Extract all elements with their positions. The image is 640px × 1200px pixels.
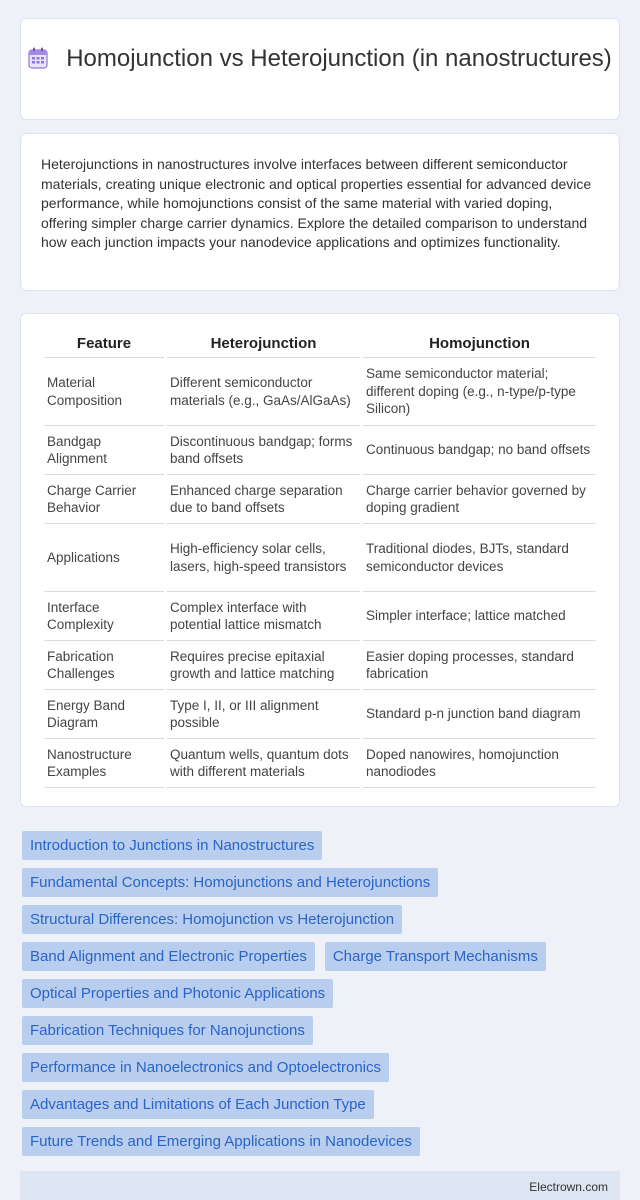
feature-cell: Bandgap Alignment xyxy=(44,426,164,475)
feature-cell: Nanostructure Examples xyxy=(44,739,164,788)
comparison-table-card xyxy=(20,313,620,807)
heterojunction-cell: Discontinuous bandgap; forms band offsets xyxy=(167,426,360,475)
homojunction-cell: Doped nanowires, homojunction nanodiodes xyxy=(363,739,596,788)
homojunction-cell: Continuous bandgap; no band offsets xyxy=(363,426,596,475)
title-card xyxy=(20,18,620,120)
homojunction-cell: Charge carrier behavior governed by doping gradient xyxy=(363,475,596,524)
heterojunction-cell: Requires precise epitaxial growth and lattice matching xyxy=(167,641,360,690)
table-row xyxy=(44,475,596,524)
topic-tag-link[interactable]: Structural Differences: Homojunction vs Heterojunction xyxy=(22,905,402,934)
tag-row xyxy=(22,905,622,942)
topic-tag-link[interactable]: Charge Transport Mechanisms xyxy=(325,942,546,971)
table-row xyxy=(44,426,596,475)
tag-row xyxy=(22,831,622,868)
feature-cell: Interface Complexity xyxy=(44,592,164,641)
topic-tag-link[interactable]: Band Alignment and Electronic Properties xyxy=(22,942,315,971)
tag-row xyxy=(22,1016,622,1053)
homojunction-cell: Standard p-n junction band diagram xyxy=(363,690,596,739)
tag-row xyxy=(22,942,622,979)
calendar-icon xyxy=(28,47,48,69)
homojunction-cell: Simpler interface; lattice matched xyxy=(363,592,596,641)
header-heterojunction: Heterojunction xyxy=(167,330,360,358)
page-title-text: Homojunction vs Heterojunction (in nanostructures) xyxy=(66,45,612,72)
topic-tag-link[interactable]: Optical Properties and Photonic Applications xyxy=(22,979,333,1008)
header-homojunction: Homojunction xyxy=(363,330,596,358)
table-row xyxy=(44,739,596,788)
heterojunction-cell: Type I, II, or III alignment possible xyxy=(167,690,360,739)
topic-tag-link[interactable]: Introduction to Junctions in Nanostructures xyxy=(22,831,322,860)
table-row xyxy=(44,358,596,426)
header-feature: Feature xyxy=(44,330,164,358)
heterojunction-cell: High-efficiency solar cells, lasers, high-speed transistors xyxy=(167,524,360,592)
table-row xyxy=(44,524,596,592)
topic-tag-link[interactable]: Fabrication Techniques for Nanojunctions xyxy=(22,1016,313,1045)
table-row xyxy=(44,690,596,739)
heterojunction-cell: Enhanced charge separation due to band offsets xyxy=(167,475,360,524)
tag-row xyxy=(22,979,622,1016)
topic-tag-link[interactable]: Fundamental Concepts: Homojunctions and Heterojunctions xyxy=(22,868,438,897)
homojunction-cell: Easier doping processes, standard fabrication xyxy=(363,641,596,690)
feature-cell: Material Composition xyxy=(44,358,164,426)
topic-tag-link[interactable]: Performance in Nanoelectronics and Optoelectronics xyxy=(22,1053,389,1082)
topic-tag-link[interactable]: Advantages and Limitations of Each Junction Type xyxy=(22,1090,374,1119)
topic-tags xyxy=(22,831,622,1164)
table-row xyxy=(44,592,596,641)
table-header-row xyxy=(44,330,596,358)
tag-row xyxy=(22,1053,622,1090)
intro-card xyxy=(20,133,620,291)
feature-cell: Energy Band Diagram xyxy=(44,690,164,739)
tag-row xyxy=(22,1127,622,1164)
feature-cell: Fabrication Challenges xyxy=(44,641,164,690)
footer-site[interactable]: Electrown.com xyxy=(529,1180,608,1194)
intro-paragraph: Heterojunctions in nanostructures involve interfaces between different semiconductor materials, creating unique electronic and optical properties essential for advanced device performance, while homojunctions consist of the same material with varied doping, offering simpler charge carrier dynamics. Explore the detailed comparison to understand how each junction impacts your nanodevice applications and optimizes functionality. xyxy=(41,156,592,251)
page-title xyxy=(21,43,619,74)
heterojunction-cell: Quantum wells, quantum dots with different materials xyxy=(167,739,360,788)
homojunction-cell: Same semiconductor material; different doping (e.g., n-type/p-type Silicon) xyxy=(363,358,596,426)
table-row xyxy=(44,641,596,690)
tag-row xyxy=(22,1090,622,1127)
topic-tag-link[interactable]: Future Trends and Emerging Applications in Nanodevices xyxy=(22,1127,420,1156)
feature-cell: Applications xyxy=(44,524,164,592)
comparison-table xyxy=(41,330,599,788)
heterojunction-cell: Complex interface with potential lattice mismatch xyxy=(167,592,360,641)
tag-row xyxy=(22,868,622,905)
footer xyxy=(20,1171,620,1200)
heterojunction-cell: Different semiconductor materials (e.g., GaAs/AlGaAs) xyxy=(167,358,360,426)
feature-cell: Charge Carrier Behavior xyxy=(44,475,164,524)
homojunction-cell: Traditional diodes, BJTs, standard semiconductor devices xyxy=(363,524,596,592)
